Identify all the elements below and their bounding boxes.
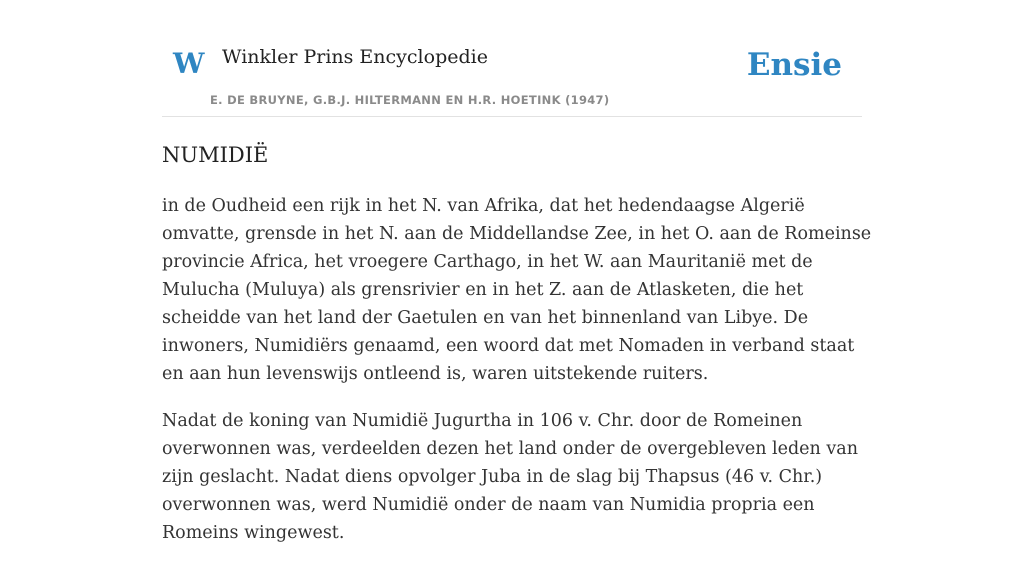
article-paragraph: Nadat de koning van Numidië Jugurtha in 106 v. Chr. door de Romeinen overwonnen was, verdeelden dezen het land onder de overgebleven leden van zijn geslacht. Nadat diens opvolger Juba in de slag bij Thapsus (46 v. Chr.) overwonnen was, werd Numidië onder de naam van Numidia propria een Romeins wingewest. <box>162 411 858 543</box>
authors-byline: E. DE BRUYNE, G.B.J. HILTERMANN EN H.R. HOETINK (1947) <box>210 93 610 107</box>
article <box>162 140 872 566</box>
site-header <box>162 0 862 117</box>
entry-title: NUMIDIË <box>162 143 269 167</box>
site-logo[interactable]: W <box>173 47 205 80</box>
brand-logo[interactable]: Ensie <box>746 47 842 83</box>
site-title: Winkler Prins Encyclopedie <box>222 46 488 68</box>
article-paragraph: in de Oudheid een rijk in het N. van Afrika, dat het hedendaagse Algerië omvatte, grensde in het N. aan de Middellandse Zee, in het O. aan de Romeinse provincie Africa, het vroegere Carthago, in het W. aan Mauritanië met de Mulucha (Muluya) als grensrivier en in het Z. aan de Atlasketen, die het scheidde van het land der Gaetulen en van het binnenland van Libye. De inwoners, Numidiërs genaamd, een woord dat met Nomaden in verband staat en aan hun levenswijs ontleend is, waren uitstekende ruiters. <box>162 196 872 384</box>
